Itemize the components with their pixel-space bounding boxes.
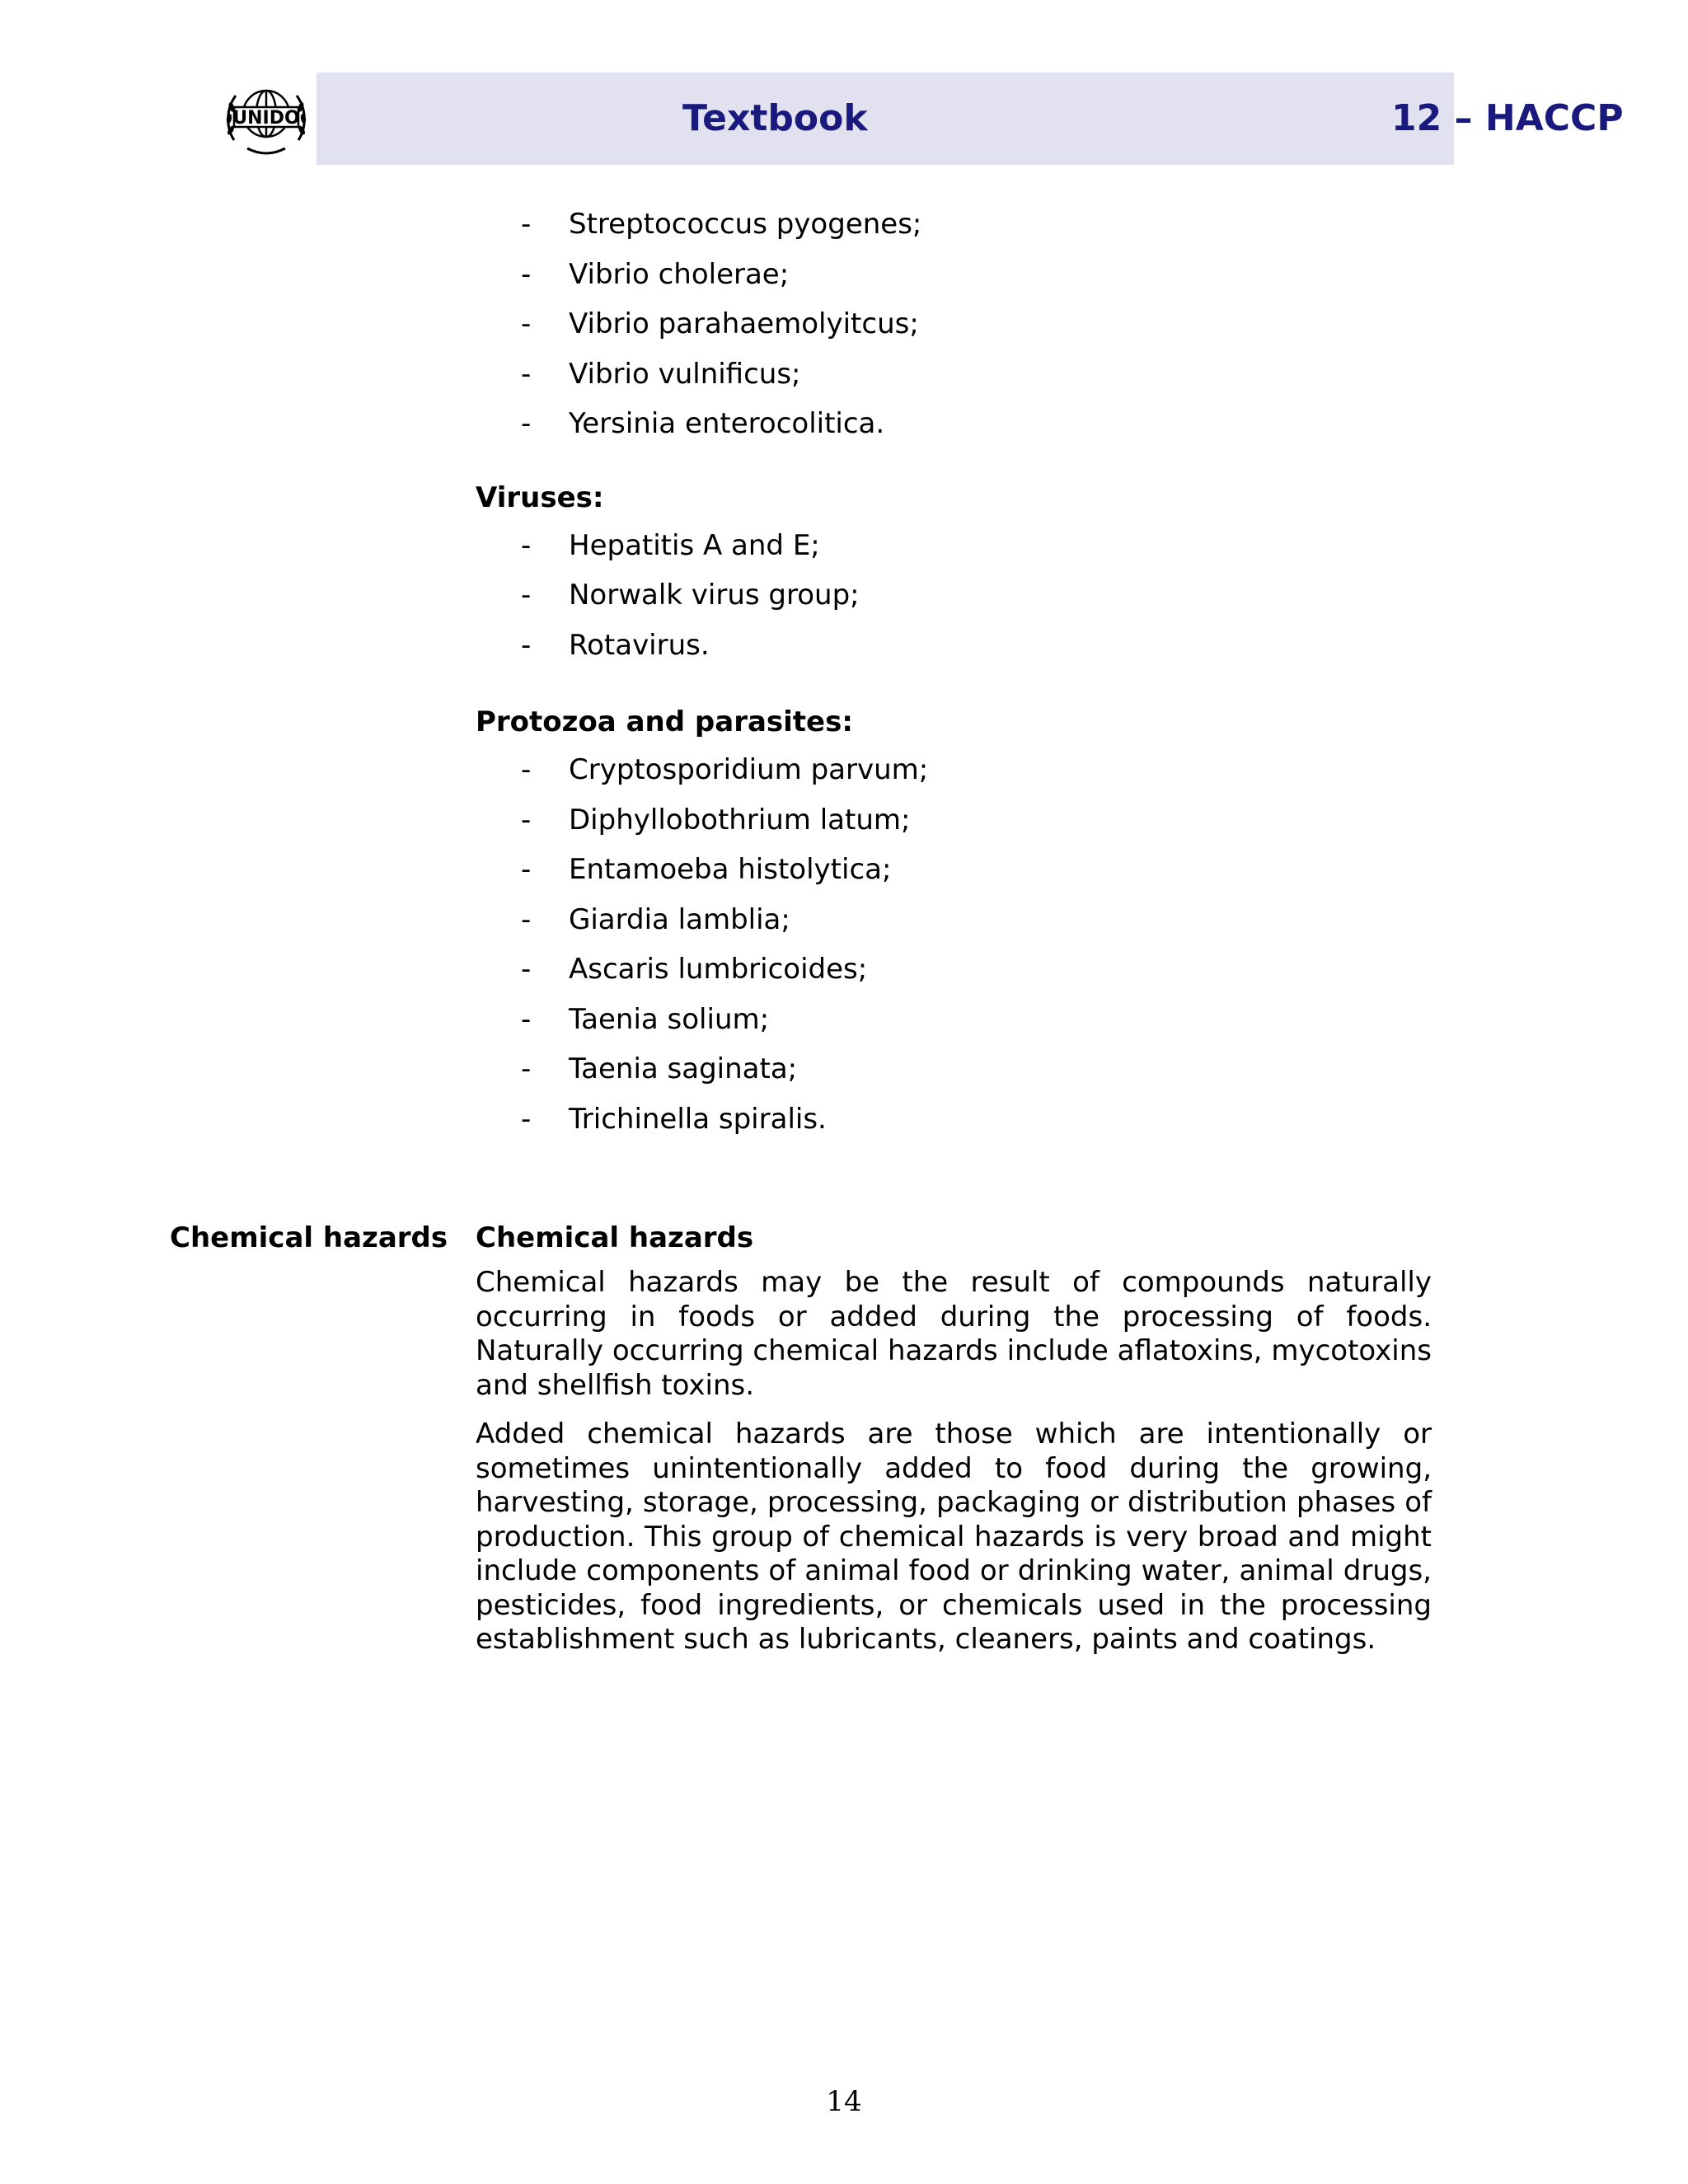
chemical-hazards-heading: Chemical hazards — [476, 1221, 754, 1254]
list-dash: - — [521, 1052, 532, 1085]
viruses-list — [476, 521, 1432, 671]
protozoa-list — [476, 745, 1432, 1144]
list-item: - Ascaris lumbricoides; — [476, 944, 1432, 995]
list-item: - Vibrio parahaemolyitcus; — [476, 299, 1432, 349]
header-band — [316, 73, 1454, 165]
list-dash: - — [521, 1102, 532, 1136]
list-item: - Norwalk virus group; — [476, 570, 1432, 621]
unido-logo-icon — [223, 82, 310, 158]
list-dash: - — [521, 953, 532, 986]
list-dash: - — [521, 853, 532, 886]
unido-logo-text: UNIDO — [232, 108, 300, 129]
list-item: - Rotavirus. — [476, 621, 1432, 671]
list-item: - Yersinia enterocolitica. — [476, 399, 1432, 449]
list-item: - Diphyllobothrium latum; — [476, 795, 1432, 846]
list-item: - Vibrio vulnificus; — [476, 349, 1432, 400]
viruses-heading: Viruses: — [476, 480, 604, 514]
list-item: - Cryptosporidium parvum; — [476, 745, 1432, 795]
list-item: - Trichinella spiralis. — [476, 1094, 1432, 1145]
header-chapter: 12 – HACCP — [1391, 97, 1624, 139]
list-item: - Giardia lamblia; — [476, 895, 1432, 945]
list-item: - Taenia saginata; — [476, 1044, 1432, 1094]
list-dash: - — [521, 902, 532, 936]
list-dash: - — [521, 803, 532, 837]
protozoa-heading: Protozoa and parasites: — [476, 705, 853, 738]
paragraph: Chemical hazards may be the result of compounds naturally occurring in foods or added during the processing of foods. Naturally occurring chemical hazards include aflatoxins, mycotoxins and shellfish toxins. — [476, 1266, 1432, 1402]
list-dash: - — [521, 1002, 532, 1036]
paragraph: Added chemical hazards are those which are intentionally or sometimes unintentionally added to food during the growing, harvesting, storage, processing, packaging or distribution phases of production. This group of chemical hazards is very broad and might include components of animal food or drinking water, animal drugs, pesticides, food ingredients, or chemicals used in the processing establishment such as lubricants, cleaners, paints and coatings. — [476, 1418, 1432, 1656]
list-item: - Streptococcus pyogenes; — [476, 199, 1432, 250]
list-item: - Hepatitis A and E; — [476, 521, 1432, 571]
list-item: - Vibrio cholerae; — [476, 250, 1432, 300]
list-dash: - — [521, 307, 532, 340]
bacteria-list — [476, 199, 1432, 449]
list-dash: - — [521, 579, 532, 612]
page-number: 14 — [826, 2085, 862, 2118]
main-content — [476, 199, 1432, 1144]
list-dash: - — [521, 528, 532, 562]
list-dash: - — [521, 208, 532, 241]
list-item: - Entamoeba histolytica; — [476, 845, 1432, 895]
header-title: Textbook — [682, 97, 868, 139]
chemical-hazards-body — [476, 1220, 1432, 1672]
margin-label: Chemical hazards — [170, 1221, 448, 1254]
list-dash: - — [521, 257, 532, 291]
list-dash: - — [521, 753, 532, 786]
list-dash: - — [521, 407, 532, 440]
list-dash: - — [521, 628, 532, 662]
list-item: - Taenia solium; — [476, 995, 1432, 1045]
list-dash: - — [521, 357, 532, 391]
